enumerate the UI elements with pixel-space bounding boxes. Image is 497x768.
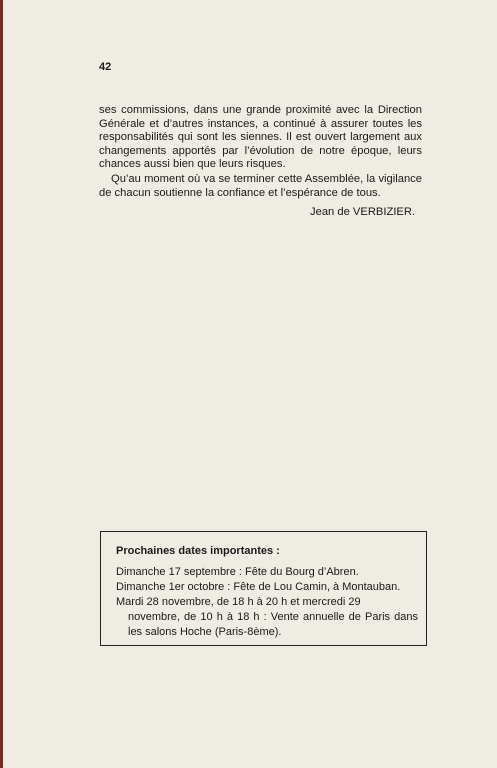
notice-item: Dimanche 1er octobre : Fête de Lou Camin, à Montauban. bbox=[116, 581, 401, 593]
notice-item-continuation: novembre, de 10 h à 18 h : Vente annuelle de Paris dans les salons Hoche (Paris-8ème). bbox=[128, 611, 418, 638]
paragraph-closing: Qu’au moment où va se terminer cette Assemblée, la vigilance de chacun soutienne la confiance et l’espérance de tous. bbox=[99, 172, 422, 199]
notice-item-first-line: Mardi 28 novembre, de 18 h à 20 h et mercredi 29 bbox=[116, 596, 361, 608]
paragraph-continuation: ses commissions, dans une grande proximité avec la Direction Générale et d’autres instances, a continué à assurer toutes les responsabilités qui sont les siennes. Il est ouvert largement aux changements apportés par l’évolution de notre époque, leurs chances aussi bien que leurs risques. bbox=[99, 104, 422, 171]
body-text bbox=[99, 104, 422, 200]
page-number: 42 bbox=[99, 61, 112, 73]
signature: Jean de VERBIZIER. bbox=[310, 206, 416, 218]
notice-item: Dimanche 17 septembre : Fête du Bourg d’Abren. bbox=[116, 566, 359, 578]
page-left-edge bbox=[0, 0, 3, 768]
notice-title: Prochaines dates importantes : bbox=[116, 545, 280, 557]
notice-item bbox=[116, 595, 418, 640]
upcoming-dates-box bbox=[100, 531, 427, 646]
